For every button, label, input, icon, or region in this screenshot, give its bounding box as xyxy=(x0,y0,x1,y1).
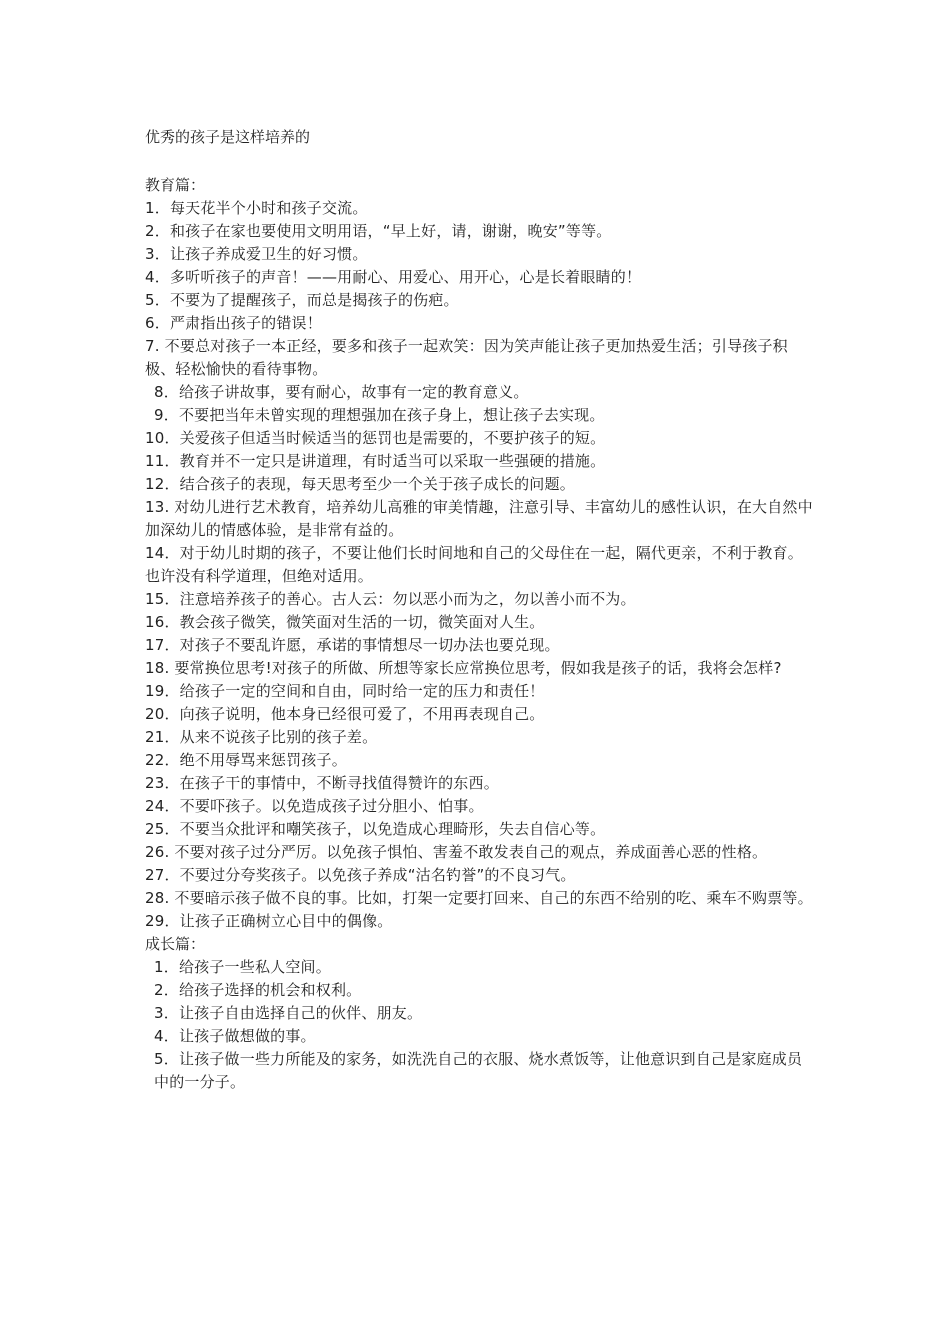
education-item-25: 25．不要当众批评和嘲笑孩子，以免造成心理畸形，失去自信心等。 xyxy=(145,820,606,838)
growth-item-5: 5．让孩子做一些力所能及的家务，如洗洗自己的衣服、烧水煮饭等，让他意识到自己是家庭成员中的一分子。 xyxy=(154,1050,803,1091)
education-item-15: 15．注意培养孩子的善心。古人云：勿以恶小而为之，勿以善小而不为。 xyxy=(145,590,636,608)
education-item-24: 24．不要吓孩子。以免造成孩子过分胆小、怕事。 xyxy=(145,797,484,815)
education-section-label: 教育篇： xyxy=(145,176,206,194)
education-item-18: 18. 要常换位思考!对孩子的所做、所想等家长应常换位思考，假如我是孩子的话，我将会怎样? xyxy=(145,659,782,677)
education-item-28: 28. 不要暗示孩子做不良的事。比如，打架一定要打回来、自己的东西不给别的吃、乘车不购票等。 xyxy=(145,889,813,907)
education-item-14: 14．对于幼儿时期的孩子，不要让他们长时间地和自己的父母住在一起，隔代更亲，不利于教育。也许没有科学道理，但绝对适用。 xyxy=(145,544,803,585)
education-list xyxy=(145,197,813,933)
education-item-2: 2．和孩子在家也要使用文明用语，“早上好，请，谢谢，晚安”等等。 xyxy=(145,222,612,240)
education-item-13: 13. 对幼儿进行艺术教育，培养幼儿高雅的审美情趣，注意引导、丰富幼儿的感性认识，在大自然中加深幼儿的情感体验，是非常有益的。 xyxy=(145,498,813,539)
education-item-6: 6．严肃指出孩子的错误！ xyxy=(145,314,322,332)
growth-item-2: 2．给孩子选择的机会和权利。 xyxy=(154,981,362,999)
education-item-20: 20．向孩子说明，他本身已经很可爱了，不用再表现自己。 xyxy=(145,705,545,723)
education-item-5: 5．不要为了提醒孩子，而总是揭孩子的伤疤。 xyxy=(145,291,459,309)
education-item-4: 4．多听听孩子的声音！——用耐心、用爱心、用开心，心是长着眼睛的！ xyxy=(145,268,642,286)
education-item-9: 9．不要把当年未曾实现的理想强加在孩子身上，想让孩子去实现。 xyxy=(154,406,605,424)
education-item-12: 12．结合孩子的表现，每天思考至少一个关于孩子成长的问题。 xyxy=(145,475,575,493)
education-item-11: 11．教育并不一定只是讲道理，有时适当可以采取一些强硬的措施。 xyxy=(145,452,606,470)
education-item-1: 1．每天花半个小时和孩子交流。 xyxy=(145,199,368,217)
education-item-16: 16．教会孩子微笑，微笑面对生活的一切，微笑面对人生。 xyxy=(145,613,545,631)
document-title: 优秀的孩子是这样培养的 xyxy=(145,128,311,146)
growth-list xyxy=(145,956,813,1094)
document-page xyxy=(145,126,813,1094)
growth-section-label: 成长篇： xyxy=(145,935,206,953)
education-item-17: 17．对孩子不要乱许愿，承诺的事情想尽一切办法也要兑现。 xyxy=(145,636,560,654)
education-item-29: 29．让孩子正确树立心目中的偶像。 xyxy=(145,912,393,930)
education-item-23: 23．在孩子干的事情中，不断寻找值得赞许的东西。 xyxy=(145,774,499,792)
education-item-21: 21．从来不说孩子比别的孩子差。 xyxy=(145,728,378,746)
growth-item-3: 3．让孩子自由选择自己的伙伴、朋友。 xyxy=(154,1004,423,1022)
education-item-19: 19．给孩子一定的空间和自由，同时给一定的压力和责任！ xyxy=(145,682,545,700)
education-item-3: 3．让孩子养成爱卫生的好习惯。 xyxy=(145,245,368,263)
growth-item-1: 1．给孩子一些私人空间。 xyxy=(154,958,331,976)
growth-item-4: 4．让孩子做想做的事。 xyxy=(154,1027,316,1045)
education-item-8: 8．给孩子讲故事，要有耐心，故事有一定的教育意义。 xyxy=(154,383,529,401)
education-item-27: 27．不要过分夸奖孩子。以免孩子养成“沽名钓誉”的不良习气。 xyxy=(145,866,576,884)
education-item-7: 7. 不要总对孩子一本正经，要多和孩子一起欢笑：因为笑声能让孩子更加热爱生活；引导孩子积极、轻松愉快的看待事物。 xyxy=(145,337,788,378)
education-item-10: 10．关爱孩子但适当时候适当的惩罚也是需要的，不要护孩子的短。 xyxy=(145,429,606,447)
education-item-26: 26. 不要对孩子过分严厉。以免孩子惧怕、害羞不敢发表自己的观点，养成面善心恶的性格。 xyxy=(145,843,768,861)
education-item-22: 22．绝不用辱骂来惩罚孩子。 xyxy=(145,751,347,769)
